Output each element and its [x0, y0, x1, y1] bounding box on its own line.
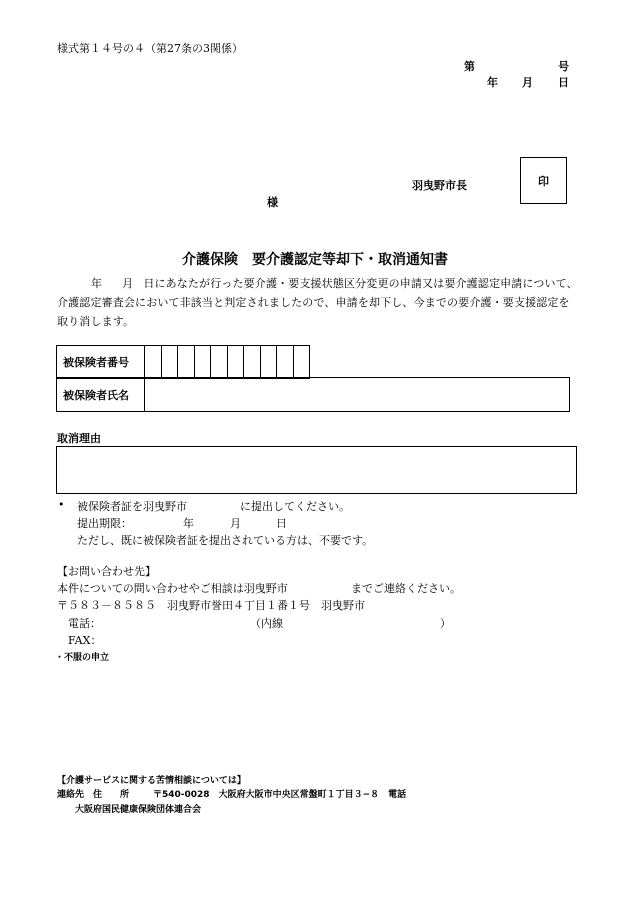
issuer-name: 羽曳野市長 — [412, 179, 467, 192]
deadline-label: 提出期限： — [77, 517, 132, 530]
document-title: 介護保険 要介護認定等却下・取消通知書 — [182, 252, 448, 268]
date-year: 年 — [487, 76, 498, 89]
complaints-contact-label: 連絡先 住 所 — [57, 790, 130, 800]
contact-heading: 【お問い合わせ先】 — [57, 565, 156, 578]
contact-line-a: 本件についての問い合わせやご相談は羽曳野市 — [57, 582, 288, 595]
insured-number-table — [56, 345, 310, 379]
phone-label: 電話： — [68, 617, 101, 630]
notice-body — [57, 274, 579, 331]
number-digit-cell[interactable] — [211, 346, 228, 379]
seal-box — [520, 157, 567, 204]
submit-line-b: に提出してください。 — [240, 500, 350, 513]
document-number-suffix: 号 — [558, 60, 569, 73]
insured-name-field[interactable] — [145, 378, 570, 412]
number-digit-cell[interactable] — [227, 346, 244, 379]
body-text: 日にあなたが行った要介護・要支援状態区分変更の申請又は要介護認定申請について、介護認定審査会において非該当と判定されましたので、申請を却下し、今までの要介護・要支援認定を取り消します。 — [57, 277, 578, 328]
number-digit-cell[interactable] — [161, 346, 178, 379]
addressee-suffix: 様 — [267, 196, 278, 209]
number-digit-cell[interactable] — [178, 346, 195, 379]
complaints-address: 〒540-0028 大阪府大阪市中央区常盤町１丁目３−８ 電話 — [153, 790, 407, 800]
document-number-prefix: 第 — [464, 60, 475, 73]
appeal-label: ・不服の申立 — [55, 653, 110, 663]
contact-line-b: までご連絡ください。 — [351, 582, 461, 595]
seal-label: 印 — [538, 174, 549, 188]
complaints-organization: 大阪府国民健康保険団体連合会 — [75, 805, 202, 815]
submit-note: ただし、既に被保険者証を提出されている方は、不要です。 — [77, 534, 374, 547]
number-digit-cell[interactable] — [145, 346, 162, 379]
bullet-mark: • — [58, 498, 65, 511]
date-month: 月 — [522, 76, 533, 89]
number-digit-cell[interactable] — [277, 346, 294, 379]
number-digit-cell[interactable] — [194, 346, 211, 379]
deadline-year: 年 — [183, 517, 194, 530]
cancel-reason-label: 取消理由 — [57, 432, 101, 445]
body-year: 年 — [91, 277, 103, 290]
extension-open: （内線 — [250, 617, 283, 630]
cancel-reason-box[interactable] — [56, 446, 577, 494]
number-digit-cell[interactable] — [260, 346, 277, 379]
submit-line-a: 被保険者証を羽曳野市 — [77, 500, 187, 513]
form-number: 様式第１４号の４（第27条の3関係） — [57, 42, 243, 55]
insured-name-label: 被保険者氏名 — [57, 378, 145, 412]
insured-number-label: 被保険者番号 — [57, 346, 145, 379]
contact-address: 〒５８３－８５８５ 羽曳野市誉田４丁目１番１号 羽曳野市 — [57, 599, 365, 612]
deadline-month: 月 — [230, 517, 241, 530]
body-month: 月 — [122, 277, 134, 290]
fax-label: FAX： — [68, 634, 102, 647]
extension-close: ） — [440, 617, 451, 630]
complaints-heading: 【介護サービスに関する苦情相談については】 — [57, 776, 246, 786]
number-digit-cell[interactable] — [293, 346, 310, 379]
date-day: 日 — [558, 76, 569, 89]
deadline-day: 日 — [276, 517, 287, 530]
number-digit-cell[interactable] — [244, 346, 261, 379]
insured-name-table — [56, 377, 570, 412]
